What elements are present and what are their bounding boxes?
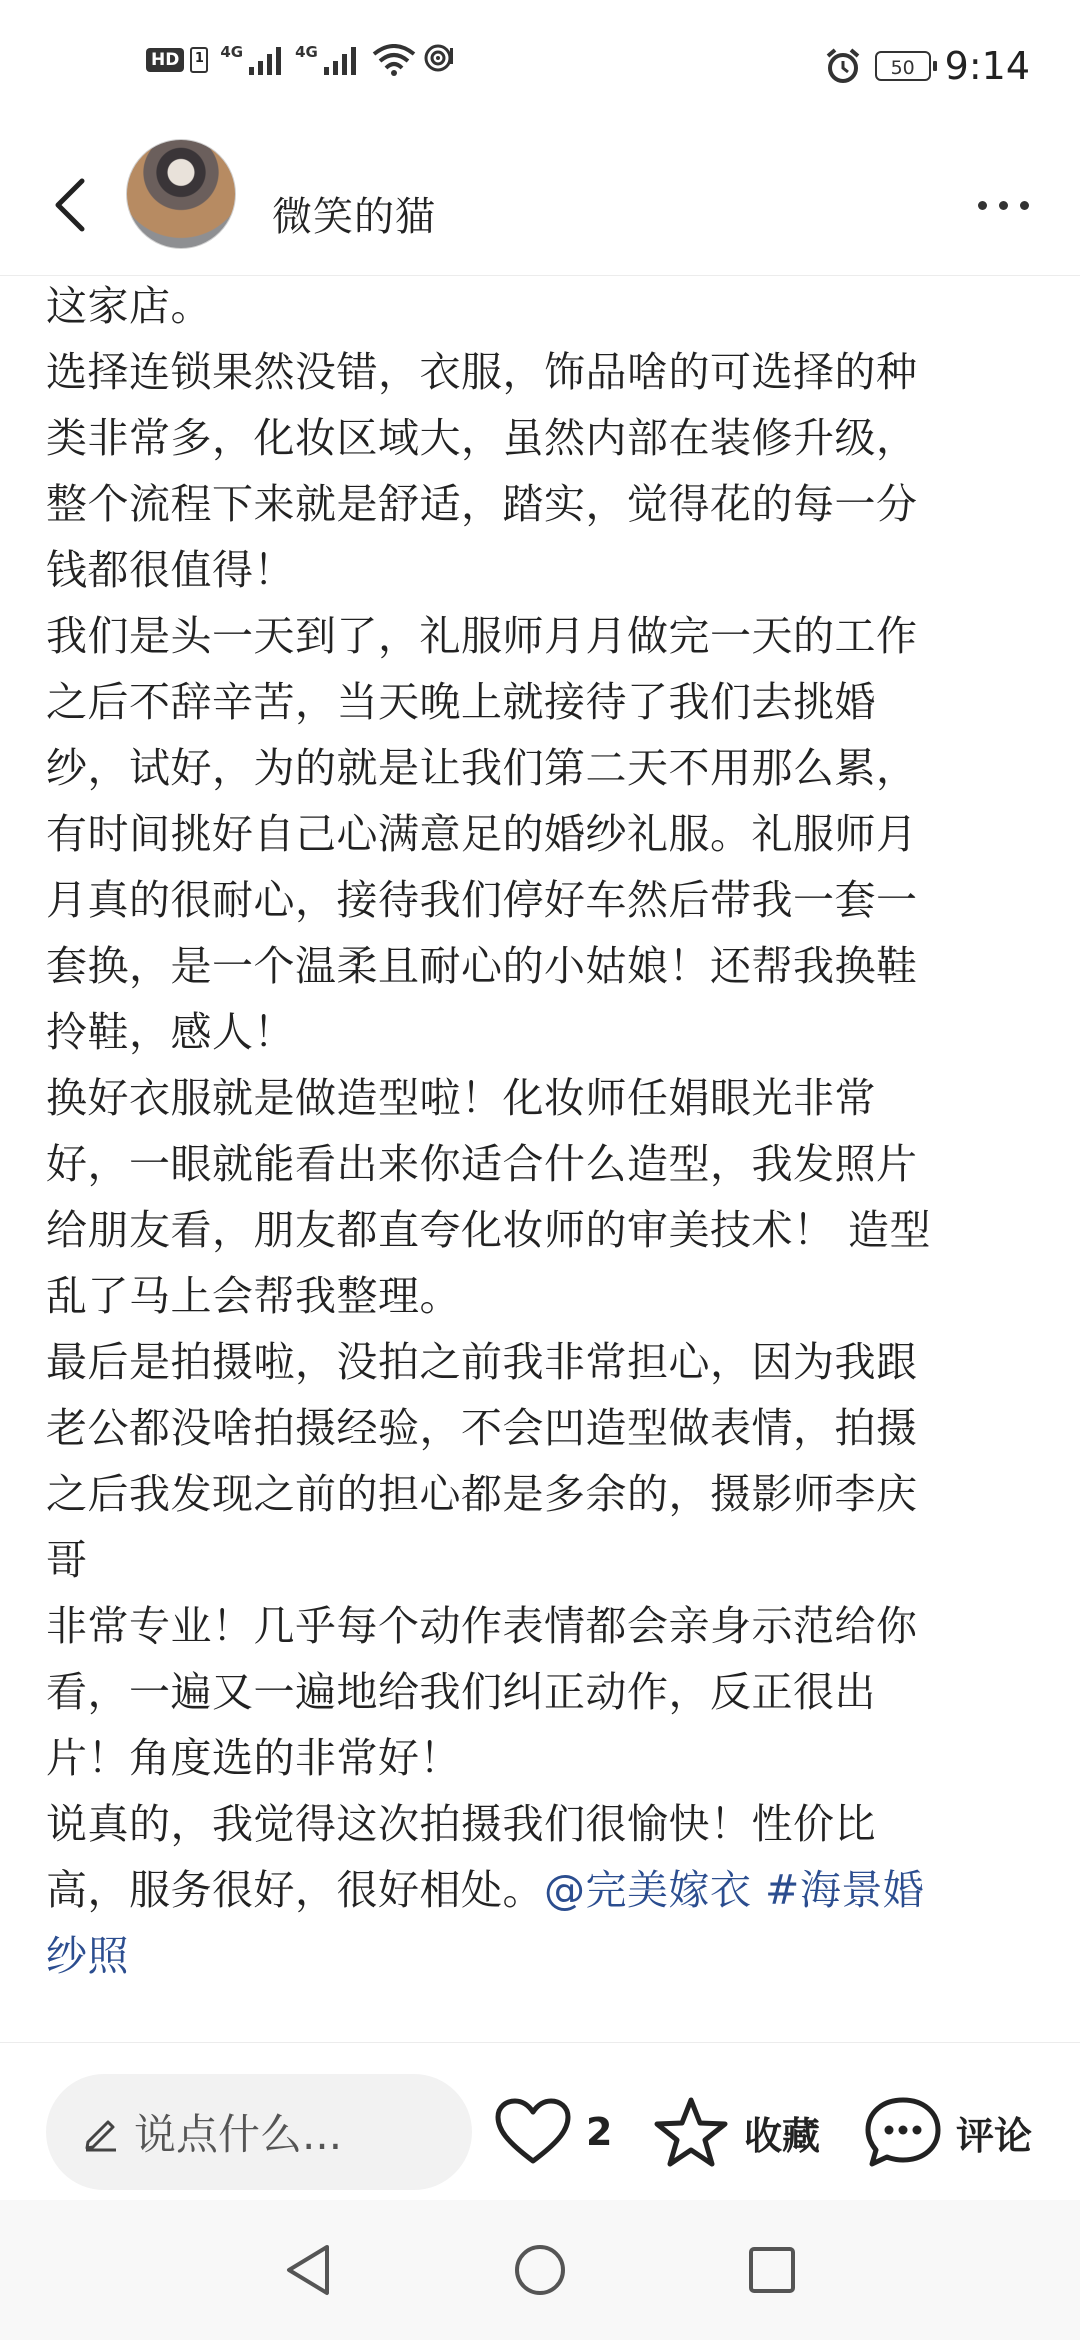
clock: 9:14	[944, 44, 1030, 88]
signal-icon	[324, 45, 358, 75]
favorite-label: 收藏	[744, 2113, 821, 2158]
system-nav-bar	[0, 2200, 1080, 2340]
post-header	[0, 135, 1080, 276]
text-line-last	[46, 1857, 1046, 1923]
back-arrow-icon	[52, 177, 88, 233]
text-line: 非常专业！几乎每个动作表情都会亲身示范给你	[46, 1602, 918, 1650]
hotspot-icon	[422, 44, 456, 76]
hashtag-link[interactable]: #海景婚	[765, 1866, 925, 1914]
comment-input[interactable]	[46, 2074, 472, 2190]
status-bar	[0, 0, 1080, 135]
wifi-icon	[372, 44, 416, 76]
text-line: 最后是拍摄啦，没拍之前我非常担心，因为我跟	[46, 1338, 918, 1386]
pen-icon	[80, 2112, 120, 2152]
text-line: 选择连锁果然没错，衣服，饰品啥的可选择的种	[46, 348, 918, 396]
avatar[interactable]	[126, 139, 236, 249]
battery-level: 50	[890, 57, 915, 79]
more-dots-icon	[978, 201, 987, 210]
hd-badge: HD	[146, 48, 184, 72]
text-line: 乱了马上会帮我整理。	[46, 1272, 461, 1320]
status-bar-right	[825, 44, 1030, 88]
author-name[interactable]: 微笑的猫	[272, 194, 436, 240]
text-line: 给朋友看，朋友都直夸化妆师的审美技术！ 造型	[46, 1206, 932, 1254]
nav-recent-button[interactable]	[742, 2240, 802, 2300]
back-button[interactable]	[40, 165, 100, 245]
network-type-1: 4G	[220, 43, 244, 61]
signal-icon	[249, 45, 283, 75]
comment-bubble-icon	[864, 2095, 942, 2169]
network-type-2: 4G	[295, 43, 318, 61]
like-button[interactable]	[494, 2074, 612, 2190]
more-options-button[interactable]	[966, 181, 1040, 229]
star-icon	[652, 2095, 730, 2169]
sim-icon: 1	[190, 47, 208, 73]
alarm-icon	[825, 48, 861, 84]
text-line: 月真的很耐心，接待我们停好车然后带我一套一	[46, 876, 918, 924]
text-line: 片！角度选的非常好！	[46, 1734, 461, 1782]
nav-back-icon	[283, 2243, 333, 2297]
text-line-hashtag-wrap	[46, 1923, 1046, 1989]
text-line: 套换，是一个温柔且耐心的小姑娘！还帮我换鞋	[46, 942, 918, 990]
text-line: 纱，试好，为的就是让我们第二天不用那么累，	[46, 744, 918, 792]
text-line: 看，一遍又一遍地给我们纠正动作，反正很出	[46, 1668, 876, 1716]
text-line: 类非常多，化妆区域大，虽然内部在装修升级，	[46, 414, 918, 462]
text-line: 这家店。	[46, 282, 212, 330]
text-line: 之后不辞辛苦，当天晚上就接待了我们去挑婚	[46, 678, 876, 726]
text-line: 哥	[46, 1536, 88, 1584]
post-content[interactable]	[0, 275, 1080, 2045]
text-line: 钱都很值得！	[46, 546, 295, 594]
action-bar	[0, 2060, 1080, 2200]
text-line: 换好衣服就是做造型啦！化妆师任娟眼光非常	[46, 1074, 876, 1122]
nav-back-button[interactable]	[278, 2240, 338, 2300]
text-line: 之后我发现之前的担心都是多余的，摄影师李庆	[46, 1470, 918, 1518]
battery-icon	[875, 51, 931, 81]
heart-icon	[494, 2097, 572, 2167]
hashtag-link-continued[interactable]: 纱照	[46, 1932, 129, 1980]
nav-recent-icon	[747, 2245, 797, 2295]
divider	[0, 2042, 1080, 2043]
text-line: 我们是头一天到了，礼服师月月做完一天的工作	[46, 612, 918, 660]
like-count: 2	[586, 2110, 613, 2154]
text-line: 整个流程下来就是舒适，踏实，觉得花的每一分	[46, 480, 918, 528]
text-line: 有时间挑好自己心满意足的婚纱礼服。礼服师月	[46, 810, 918, 858]
text-line: 说真的，我觉得这次拍摄我们很愉快！性价比	[46, 1800, 876, 1848]
favorite-button[interactable]	[652, 2074, 820, 2190]
text-line: 好，一眼就能看出来你适合什么造型，我发照片	[46, 1140, 918, 1188]
text-line: 拎鞋，感人！	[46, 1008, 295, 1056]
comment-button[interactable]	[864, 2074, 1032, 2190]
nav-home-icon	[512, 2242, 568, 2298]
nav-home-button[interactable]	[510, 2240, 570, 2300]
text-line: 老公都没啥拍摄经验，不会凹造型做表情，拍摄	[46, 1404, 918, 1452]
comment-placeholder: 说点什么...	[134, 2110, 343, 2159]
mention-link[interactable]: @完美嫁衣	[544, 1866, 752, 1914]
text-segment: 高，服务很好，很好相处。	[46, 1866, 544, 1914]
status-bar-left	[146, 44, 456, 76]
post-text	[46, 275, 1046, 1989]
comment-label: 评论	[956, 2113, 1033, 2158]
